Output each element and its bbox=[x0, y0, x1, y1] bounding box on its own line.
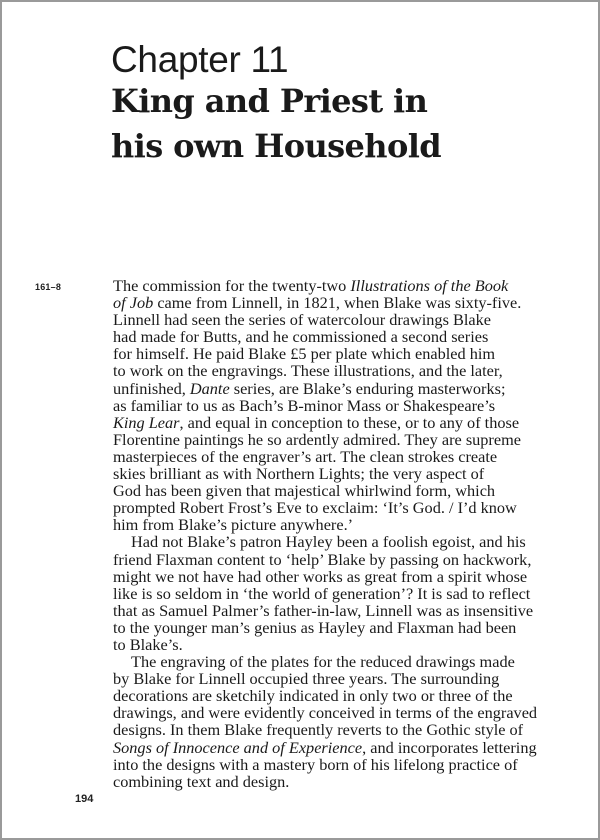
text-line bbox=[113, 345, 583, 362]
text-run: drawings, and were evidently conceived in terms of the engraved bbox=[113, 703, 538, 723]
text-run: unfinished, bbox=[113, 378, 190, 398]
text-run: God has been given that majestical whirlwind form, which bbox=[113, 481, 496, 501]
italic-title-text: Illustrations of the Book bbox=[350, 276, 509, 295]
text-run: had made for Butts, and he commissioned a second series bbox=[113, 327, 489, 347]
text-line bbox=[113, 328, 583, 345]
text-line bbox=[113, 516, 583, 533]
text-run: as familiar to us as Bach’s B-minor Mass or Shakespeare’s bbox=[113, 395, 496, 415]
italic-title-text: King Lear bbox=[113, 412, 180, 432]
text-run: that as Samuel Palmer’s father-in-law, Linnell was as insensitive bbox=[113, 600, 534, 620]
text-line bbox=[113, 397, 583, 414]
text-line bbox=[113, 585, 583, 602]
text-line bbox=[113, 619, 583, 636]
text-line bbox=[113, 482, 583, 499]
text-line bbox=[113, 653, 583, 670]
text-line bbox=[113, 551, 583, 568]
text-run: The engraving of the plates for the reduced drawings made bbox=[131, 652, 515, 672]
text-run: prompted Robert Frost’s Eve to exclaim: ‘It’s God. / I’d know bbox=[113, 498, 517, 518]
text-run: decorations are sketchily indicated in only two or three of the bbox=[113, 686, 513, 706]
text-run: to Blake’s. bbox=[113, 634, 183, 654]
text-line bbox=[113, 448, 583, 465]
text-run: The commission for the twenty-two bbox=[113, 276, 351, 295]
chapter-title bbox=[111, 79, 531, 169]
italic-title-text: of Job bbox=[113, 293, 154, 313]
text-line bbox=[113, 687, 583, 704]
text-run: to work on the engravings. These illustrations, and the later, bbox=[113, 361, 503, 381]
paragraph bbox=[113, 277, 583, 533]
text-line bbox=[113, 431, 583, 448]
text-line bbox=[113, 704, 583, 721]
text-line bbox=[113, 756, 583, 773]
text-run: for himself. He paid Blake £5 per plate which enabled him bbox=[113, 344, 496, 364]
text-run: friend Flaxman content to ‘help’ Blake by passing on hackwork, bbox=[113, 549, 532, 569]
text-run: into the designs with a mastery born of his lifelong practice of bbox=[113, 754, 518, 774]
text-run: combining text and design. bbox=[113, 771, 290, 791]
chapter-title-line: his own Household bbox=[111, 127, 442, 165]
text-run: came from Linnell, in 1821, when Blake was sixty-five. bbox=[153, 293, 522, 313]
text-run: masterpieces of the engraver’s art. The clean strokes create bbox=[113, 446, 498, 466]
paragraph bbox=[113, 533, 583, 653]
text-line bbox=[113, 602, 583, 619]
text-line bbox=[113, 739, 583, 756]
text-line bbox=[113, 465, 583, 482]
paragraph bbox=[113, 653, 583, 790]
text-line bbox=[113, 499, 583, 516]
text-run: series, are Blake’s enduring masterworks; bbox=[229, 378, 506, 398]
text-line bbox=[113, 277, 583, 294]
page-number: 194 bbox=[75, 793, 94, 805]
text-run: like is so seldom in ‘the world of generation’? It is sad to reflect bbox=[113, 583, 531, 603]
italic-title-text: Songs of Innocence and of Experience bbox=[113, 737, 363, 757]
text-run: , and equal in conception to these, or to any of those bbox=[179, 412, 520, 432]
text-run: designs. In them Blake frequently reverts to the Gothic style of bbox=[113, 720, 524, 740]
text-line bbox=[113, 670, 583, 687]
text-line bbox=[113, 721, 583, 738]
body-text bbox=[113, 277, 583, 790]
text-run: Florentine paintings he so ardently admired. They are supreme bbox=[113, 429, 521, 449]
text-line bbox=[113, 568, 583, 585]
text-line bbox=[113, 533, 583, 550]
text-line bbox=[113, 380, 583, 397]
text-run: him from Blake’s picture anywhere.’ bbox=[113, 515, 354, 535]
text-run: skies brilliant as with Northern Lights; the very aspect of bbox=[113, 464, 485, 484]
text-run: Linnell had seen the series of watercolour drawings Blake bbox=[113, 310, 491, 330]
text-line bbox=[113, 773, 583, 790]
chapter-title-line: King and Priest in bbox=[111, 82, 428, 120]
text-line bbox=[113, 362, 583, 379]
chapter-label: Chapter 11 bbox=[111, 39, 289, 80]
text-run: might we not have had other works as great from a spirit whose bbox=[113, 566, 528, 586]
text-line bbox=[113, 636, 583, 653]
text-line bbox=[113, 311, 583, 328]
text-run: , and incorporates lettering bbox=[362, 737, 537, 757]
text-run: Had not Blake’s patron Hayley been a foolish egoist, and his bbox=[131, 532, 526, 552]
text-run: to the younger man’s genius as Hayley and Flaxman had been bbox=[113, 617, 517, 637]
italic-title-text: Dante bbox=[189, 378, 230, 398]
text-line bbox=[113, 294, 583, 311]
margin-note-page-reference: 161–8 bbox=[35, 282, 62, 292]
text-run: by Blake for Linnell occupied three years. The surrounding bbox=[113, 669, 500, 689]
text-line bbox=[113, 414, 583, 431]
